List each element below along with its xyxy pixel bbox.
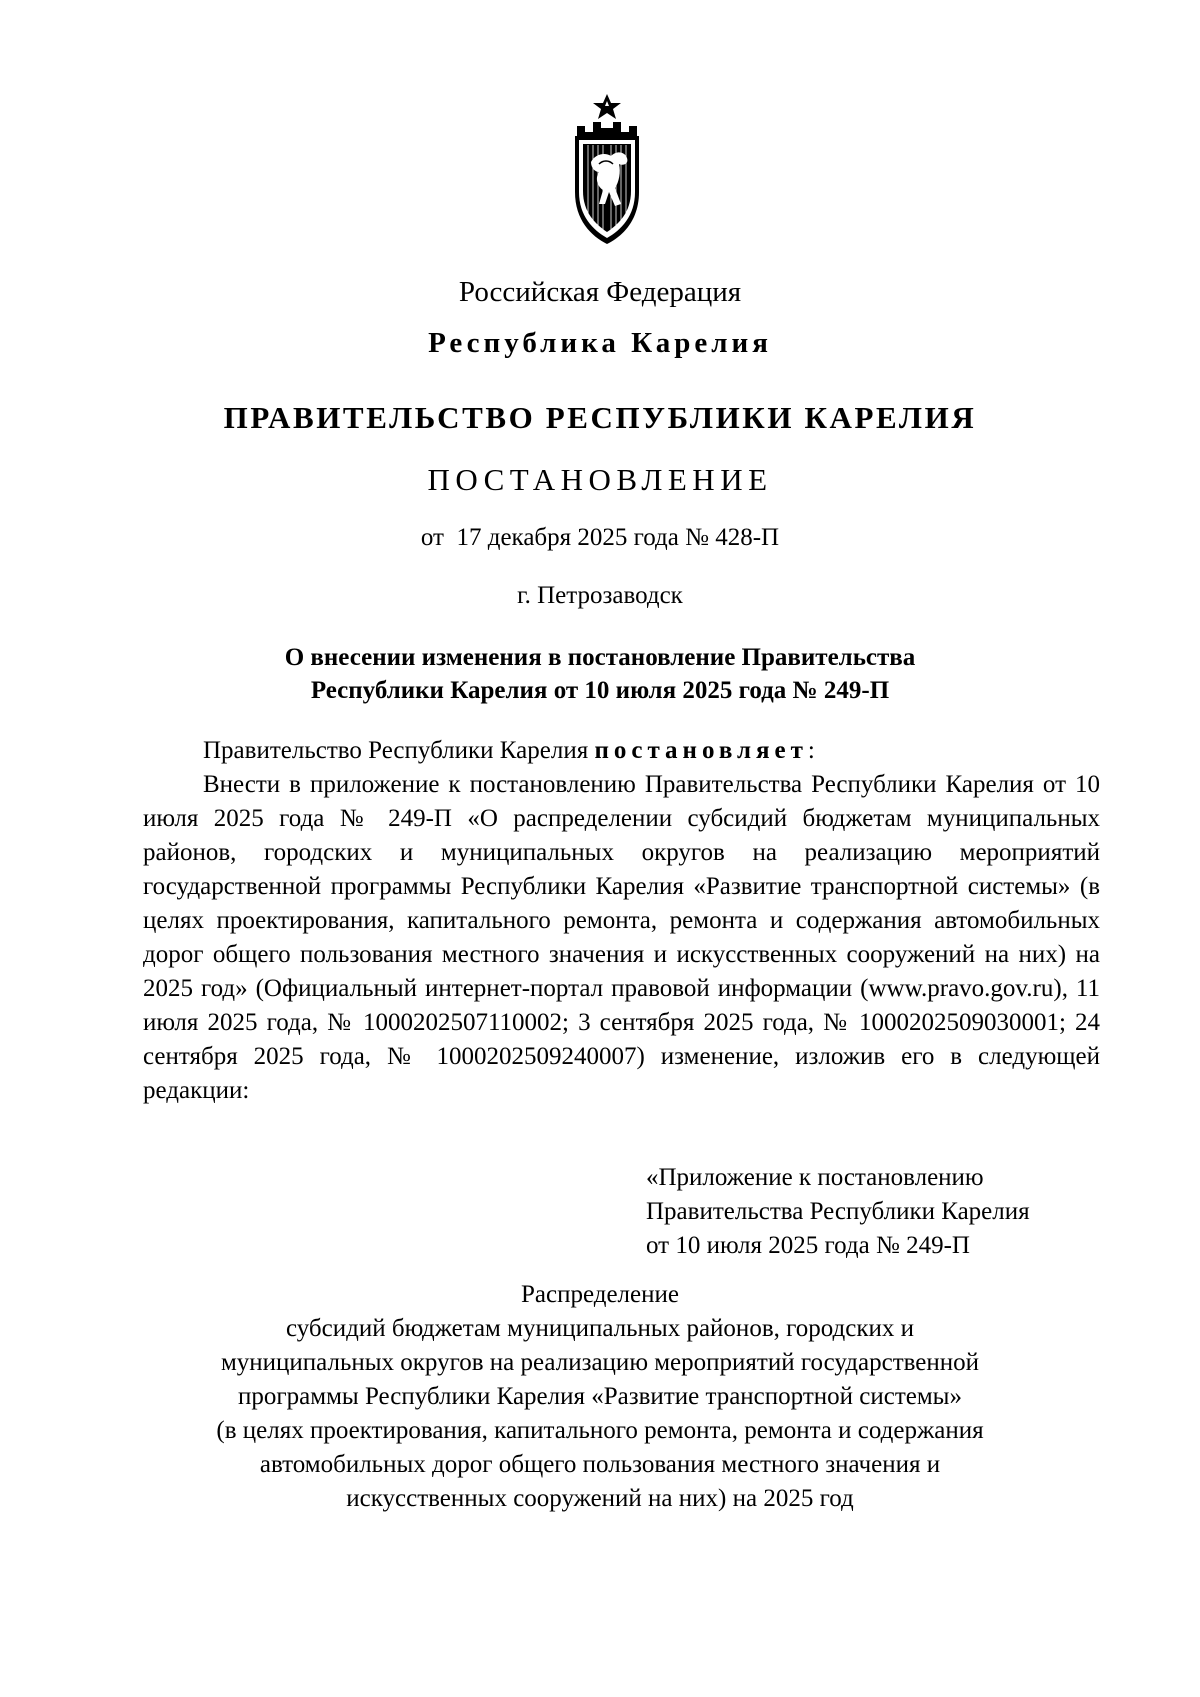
distribution-line: программы Республики Карелия «Развитие транспортной системы»	[238, 1383, 962, 1410]
distribution-line: муниципальных округов на реализацию мероприятий государственной	[220, 1349, 980, 1376]
document-city: г. Петрозаводск	[517, 582, 683, 609]
distribution-title	[0, 1278, 1200, 1516]
annex-line: Правительства Республики Карелия	[646, 1198, 1030, 1225]
subject-line: Республики Карелия от 10 июля 2025 года № 249-П	[310, 677, 890, 704]
amendment-paragraph: Внести в приложение к постановлению Правительства Республики Карелия от 10 июля 2025 года № 249-П «О распределении субсидий бюджетам муниципальных районов, городских и муниципальных округов на реализацию мероприятий государственной программы Республики Карелия «Развитие транспортной системы» (в целях проектирования, капитального ремонта, ремонта и содержания автомобильных дорог общего пользования местного значения и искусственных сооружений на них) на 2025 год» (Официальный интернет-портал правовой информации (www.pravo.gov.ru), 11 июля 2025 года, № 1000202507110002; 3 сентября 2025 года, № 1000202509030001; 24 сентября 2025 года, № 1000202509240007) изменение, изложив его в следующей редакции:	[143, 771, 1100, 1104]
decree-verb: постановляет	[594, 737, 808, 764]
annex-line: «Приложение к постановлению	[646, 1164, 984, 1191]
distribution-line: искусственных сооружений на них) на 2025 год	[346, 1485, 854, 1512]
subject-line: О внесении изменения в постановление Правительства	[284, 644, 916, 671]
government-name: ПРАВИТЕЛЬСТВО РЕСПУБЛИКИ КАРЕЛИЯ	[223, 400, 977, 435]
country-name: Российская Федерация	[458, 276, 742, 308]
karelia-coat-of-arms-icon	[555, 92, 660, 247]
distribution-line: субсидий бюджетам муниципальных районов, городских и	[285, 1315, 914, 1342]
decree-colon: :	[807, 737, 815, 764]
document-date-number: от 17 декабря 2025 года № 428-П	[420, 524, 780, 551]
distribution-line: (в целях проектирования, капитального ремонта, ремонта и содержания	[216, 1417, 984, 1444]
distribution-line: автомобильных дорог общего пользования местного значения и	[259, 1451, 941, 1478]
document-type: ПОСТАНОВЛЕНИЕ	[427, 462, 773, 497]
annex-reference	[646, 1161, 1116, 1263]
annex-line: от 10 июля 2025 года № 249-П	[646, 1232, 970, 1259]
decree-intro: Правительство Республики Карелия	[203, 737, 595, 764]
document-subject	[0, 641, 1200, 707]
republic-name: Республика Карелия	[428, 327, 772, 359]
document-body	[143, 734, 1100, 1108]
emblem-star	[593, 94, 621, 119]
distribution-line: Распределение	[521, 1281, 679, 1308]
decree-paragraph	[143, 734, 1100, 768]
